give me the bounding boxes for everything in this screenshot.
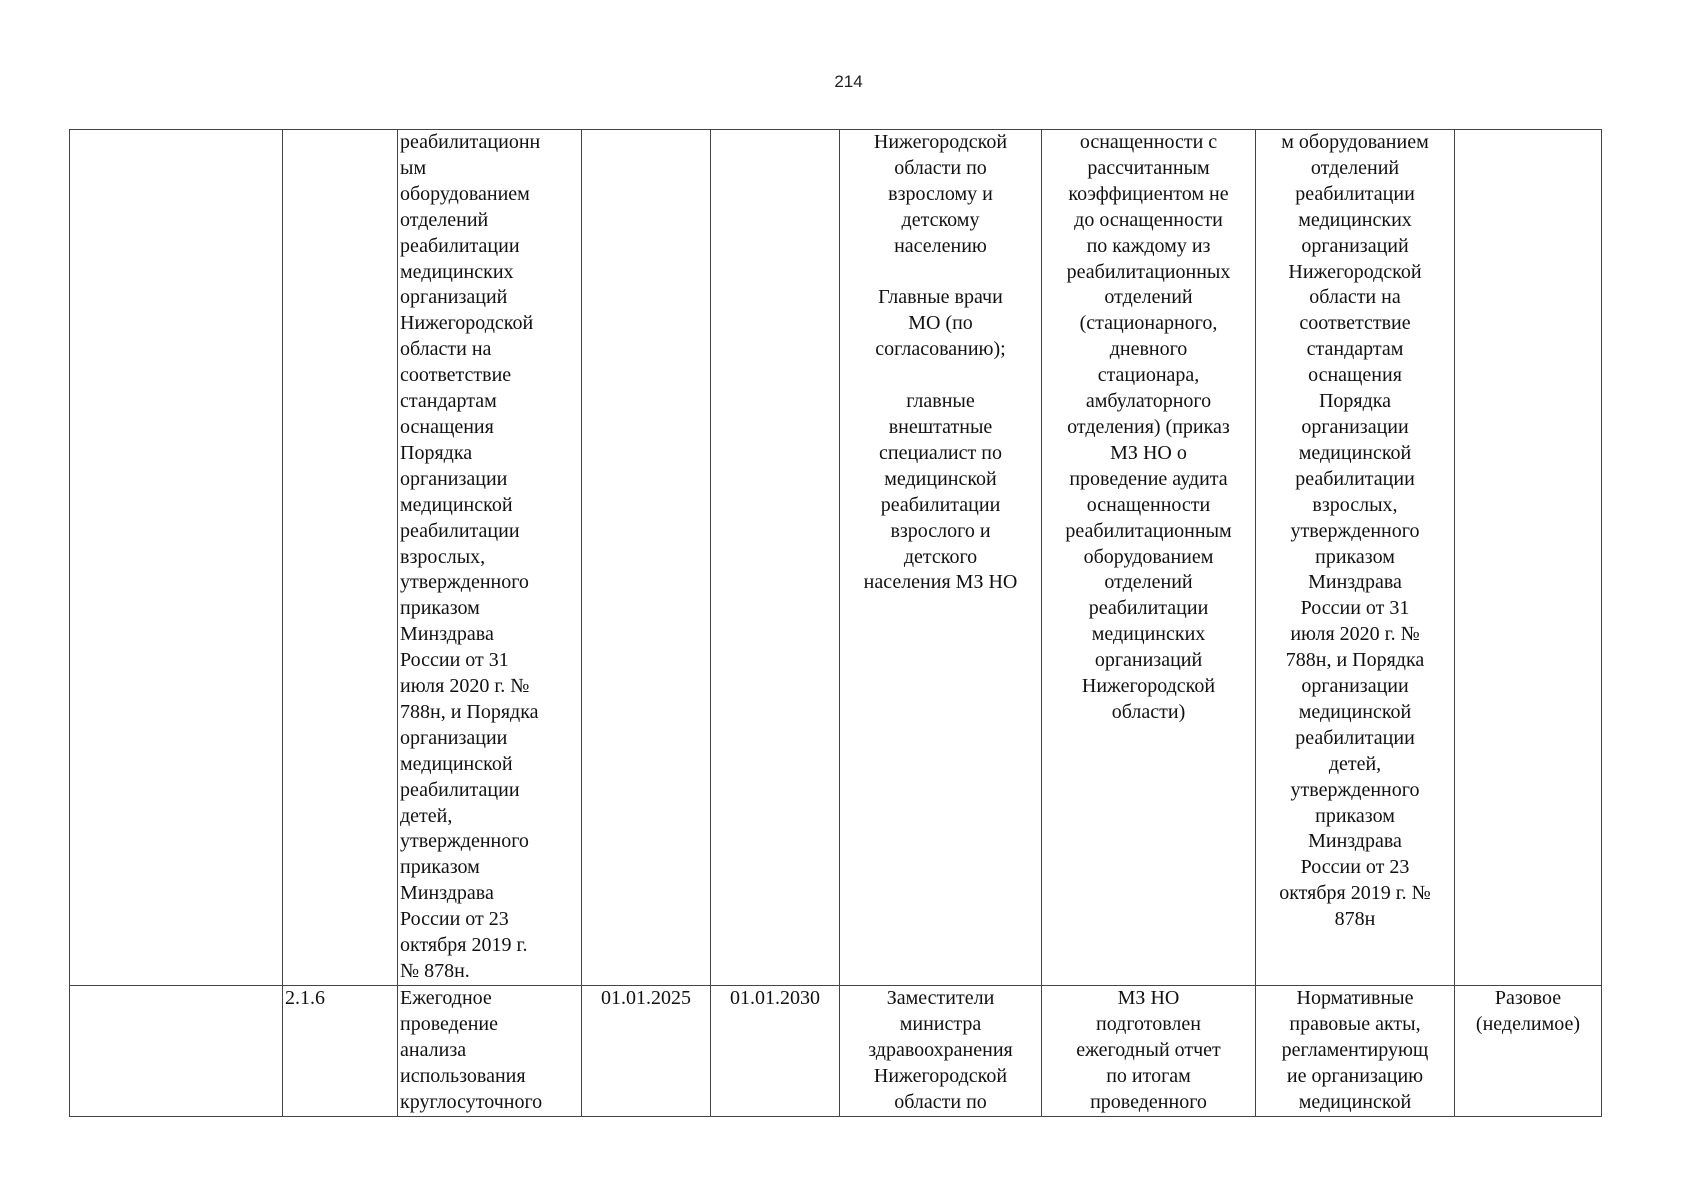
plan-table [69,129,1602,1117]
table-cell-basis: Нормативные правовые акты, регламентирующ ие организацию медицинской [1256,986,1455,1117]
table-cell-type: Разовое (неделимое) [1455,986,1602,1117]
table-cell-responsible: Нижегородской области по взрослому и детскому населению Главные врачи МО (по согласованию); главные внештатные специалист по медицинской реабилитации взрослого и детского населения МЗ НО [840,130,1042,986]
table-cell-basis: м оборудованием отделений реабилитации медицинских организаций Нижегородской области на соответствие стандартам оснащения Порядка организации медицинской реабилитации взрослых, утвержденного приказом Минздрава России от 31 июля 2020 г. № 788н, и Порядка организации медицинской реабилитации детей, утвержденного приказом Минздрава России от 23 октября 2019 г. № 878н [1256,130,1455,986]
table-row [70,986,1602,1117]
table-cell-empty [70,986,283,1117]
table-cell-result: оснащенности с рассчитанным коэффициентом не до оснащенности по каждому из реабилитационных отделений (стационарного, дневного стационара, амбулаторного отделения) (приказ МЗ НО о проведение аудита оснащенности реабилитационным оборудованием отделений реабилитации медицинских организаций Нижегородской области) [1042,130,1256,986]
table-cell-number: 2.1.6 [283,986,398,1117]
table-cell-start-date: 01.01.2025 [582,986,711,1117]
table-cell-result: МЗ НО подготовлен ежегодный отчет по итогам проведенного [1042,986,1256,1117]
table-cell-activity: Ежегодное проведение анализа использования круглосуточного [398,986,582,1117]
table-cell-start-date [582,130,711,986]
table-row [70,130,1602,986]
table-cell-end-date [711,130,840,986]
table-cell-activity: реабилитационн ым оборудованием отделений реабилитации медицинских организаций Нижегородской области на соответствие стандартам оснащения Порядка организации медицинской реабилитации взрослых, утвержденного приказом Минздрава России от 31 июля 2020 г. № 788н, и Порядка организации медицинской реабилитации детей, утвержденного приказом Минздрава России от 23 октября 2019 г. № 878н. [398,130,582,986]
page-number: 214 [834,72,863,91]
table-cell-type [1455,130,1602,986]
table-cell-empty [70,130,283,986]
table-cell-number [283,130,398,986]
table-cell-responsible: Заместители министра здравоохранения Нижегородской области по [840,986,1042,1117]
table-cell-end-date: 01.01.2030 [711,986,840,1117]
